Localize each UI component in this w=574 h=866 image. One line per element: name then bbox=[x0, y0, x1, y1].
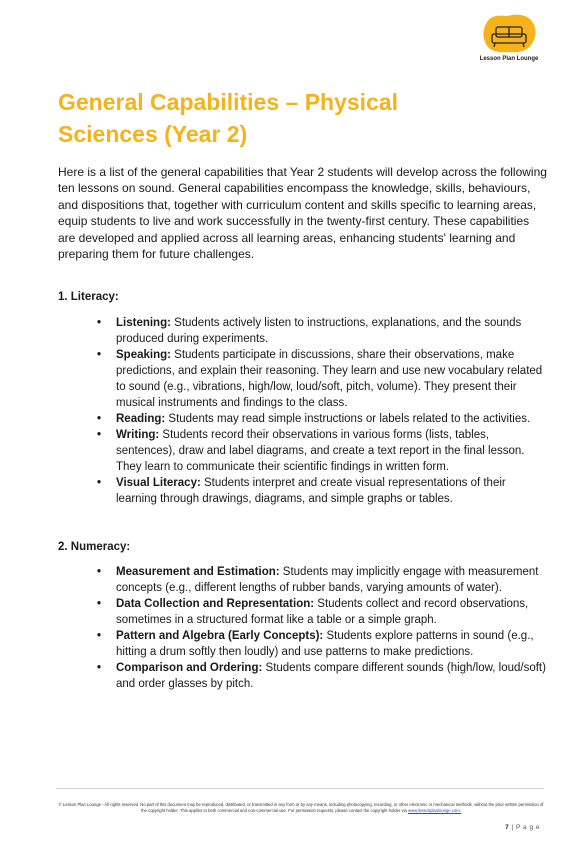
item-text: Students may implicitly engage with measurement concepts (e.g., different lengths of rubber bands, varying amounts of water). bbox=[116, 566, 539, 594]
list-item bbox=[116, 475, 548, 507]
logo bbox=[477, 14, 541, 64]
item-text: Students actively listen to instructions, explanations, and the sounds produced during experiments. bbox=[116, 317, 522, 345]
numeracy-list bbox=[116, 564, 548, 692]
list-item bbox=[116, 628, 548, 660]
item-text: Students compare different sounds (high/low, loud/soft) and order glasses by pitch. bbox=[116, 662, 546, 690]
item-text: Students collect and record observations, sometimes in a structured format like a table or a simple graph. bbox=[116, 598, 529, 626]
item-term: Comparison and Ordering: bbox=[116, 662, 263, 674]
list-item bbox=[116, 564, 548, 596]
list-item bbox=[116, 411, 548, 427]
section-heading-literacy: 1. Literacy: bbox=[58, 291, 119, 303]
website-link[interactable]: www.lessonplanlounge.com. bbox=[408, 808, 461, 813]
page-label: | P a g e bbox=[511, 824, 540, 831]
page-number bbox=[505, 824, 540, 831]
item-term: Visual Literacy: bbox=[116, 477, 201, 489]
item-text: Students participate in discussions, share their observations, make predictions, and explain their reasoning. They learn and use new vocabulary related to sound (e.g., vibrations, high/low, loud/soft, pitch, volume). They present their musical instruments and findings to the class. bbox=[116, 349, 543, 409]
intro-paragraph: Here is a list of the general capabilities that Year 2 students will develop across the following ten lessons on sound. General capabilities encompass the knowledge, skills, behaviours, and dispositions that, together with curriculum content and skills specific to learning areas, equip students to live and work successfully in the twenty-first century. These capabilities are developed and applied across all learning areas, enhancing students' learning and preparing them for future challenges. bbox=[58, 165, 547, 262]
literacy-list bbox=[116, 315, 548, 507]
item-term: Measurement and Estimation: bbox=[116, 566, 280, 578]
footer-divider bbox=[56, 788, 544, 789]
item-text: Students interpret and create visual representations of their learning through drawings, diagrams, and simple graphs or tables. bbox=[116, 477, 506, 505]
copyright-text: © Lesson Plan Lounge - All rights reserved. No part of this document may be reproduced, distributed, or transmitted in any form or by any means, including photocopying, recording, or other electronic or mechanical methods, without the prior written permission of the copyright holder. This applies to both commercial and non-commercial use. For permission requests, please contact the copyright holder via bbox=[58, 802, 544, 813]
item-term: Reading: bbox=[116, 413, 166, 425]
item-text: Students record their observations in various forms (lists, tables, sentences), draw and label diagrams, and create a text report in the final lesson. They learn to communicate their scientific findings in written form. bbox=[116, 429, 525, 473]
page-number-value: 7 bbox=[505, 824, 510, 831]
item-term: Pattern and Algebra (Early Concepts): bbox=[116, 630, 324, 642]
sofa-logo-icon bbox=[481, 14, 537, 54]
section-heading-numeracy: 2. Numeracy: bbox=[58, 541, 131, 553]
list-item bbox=[116, 315, 548, 347]
item-term: Speaking: bbox=[116, 349, 171, 361]
list-item bbox=[116, 427, 548, 475]
list-item bbox=[116, 347, 548, 411]
logo-text: Lesson Plan Lounge bbox=[479, 56, 539, 62]
copyright-notice bbox=[58, 802, 544, 814]
list-item bbox=[116, 660, 548, 692]
item-term: Writing: bbox=[116, 429, 160, 441]
item-text: Students may read simple instructions or labels related to the activities. bbox=[165, 413, 531, 425]
item-term: Data Collection and Representation: bbox=[116, 598, 315, 610]
list-item bbox=[116, 596, 548, 628]
item-text: Students explore patterns in sound (e.g., hitting a drum softly then loudly) and use patterns to make predictions. bbox=[116, 630, 534, 658]
page-title: General Capabilities – Physical Sciences (Year 2) bbox=[58, 89, 399, 147]
item-term: Listening: bbox=[116, 317, 171, 329]
